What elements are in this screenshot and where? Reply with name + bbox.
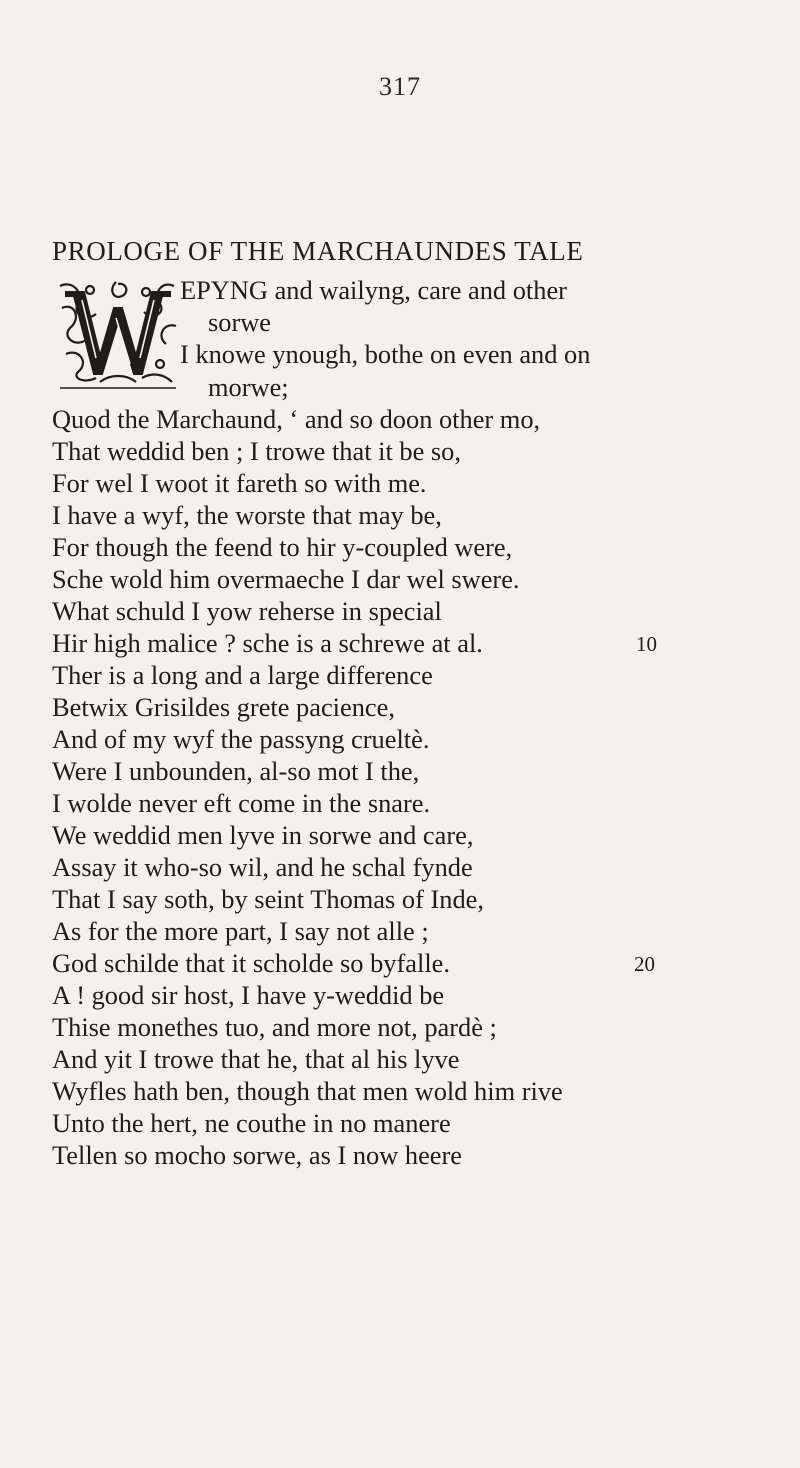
verse-line: Hir high malice ? sche is a schrewe at al. (52, 628, 483, 658)
verse-line: Thise monethes tuo, and more not, pardè ; (52, 1012, 497, 1042)
verse-line: For wel I woot it fareth so with me. (52, 468, 427, 498)
verse-second-line: I knowe ynough, bothe on even and on (180, 339, 591, 369)
verse-line: And of my wyf the passyng crueltè. (52, 724, 430, 754)
verse-line: I wolde never eft come in the snare. (52, 788, 431, 818)
verse-line: I have a wyf, the worste that may be, (52, 500, 442, 530)
verse-line: What schuld I yow reherse in special (52, 596, 442, 626)
verse-line: That I say soth, by seint Thomas of Inde, (52, 884, 484, 914)
line-number-10: 10 (636, 632, 657, 656)
verse-line: A ! good sir host, I have y-weddid be (52, 980, 445, 1010)
decorated-initial-w-icon (56, 278, 180, 390)
verse-line: As for the more part, I say not alle ; (52, 916, 429, 946)
verse-line: Wyfles hath ben, though that men wold him rive (52, 1076, 563, 1106)
verse-second-line-cont: morwe; (208, 372, 289, 402)
verse-line: God schilde that it scholde so byfalle. (52, 948, 450, 978)
verse-line: For though the feend to hir y-coupled were, (52, 532, 513, 562)
verse-line: Were I unbounden, al-so mot I the, (52, 756, 420, 786)
verse-line: That weddid ben ; I trowe that it be so, (52, 436, 461, 466)
verse-first-line-cont: sorwe (208, 307, 272, 337)
verse-line: Quod the Marchaund, ‘ and so doon other mo, (52, 404, 541, 434)
verse-line: And yit I trowe that he, that al his lyve (52, 1044, 460, 1074)
section-heading: PROLOGE OF THE MARCHAUNDES TALE (52, 236, 584, 266)
verse-line: We weddid men lyve in sorwe and care, (52, 820, 474, 850)
page-number: 317 (379, 72, 421, 101)
verse-line: Tellen so mocho sorwe, as I now heere (52, 1140, 463, 1170)
verse-line: Sche wold him overmaeche I dar wel swere. (52, 564, 520, 594)
verse-first-line: EPYNG and wailyng, care and other (180, 275, 567, 305)
line-number-20: 20 (634, 952, 655, 976)
verse-line: Betwix Grisildes grete pacience, (52, 692, 395, 722)
verse-line: Ther is a long and a large difference (52, 660, 433, 690)
initial-w-ornament (56, 278, 180, 390)
verse-line: Unto the hert, ne couthe in no manere (52, 1108, 451, 1138)
verse-line: Assay it who-so wil, and he schal fynde (52, 852, 473, 882)
